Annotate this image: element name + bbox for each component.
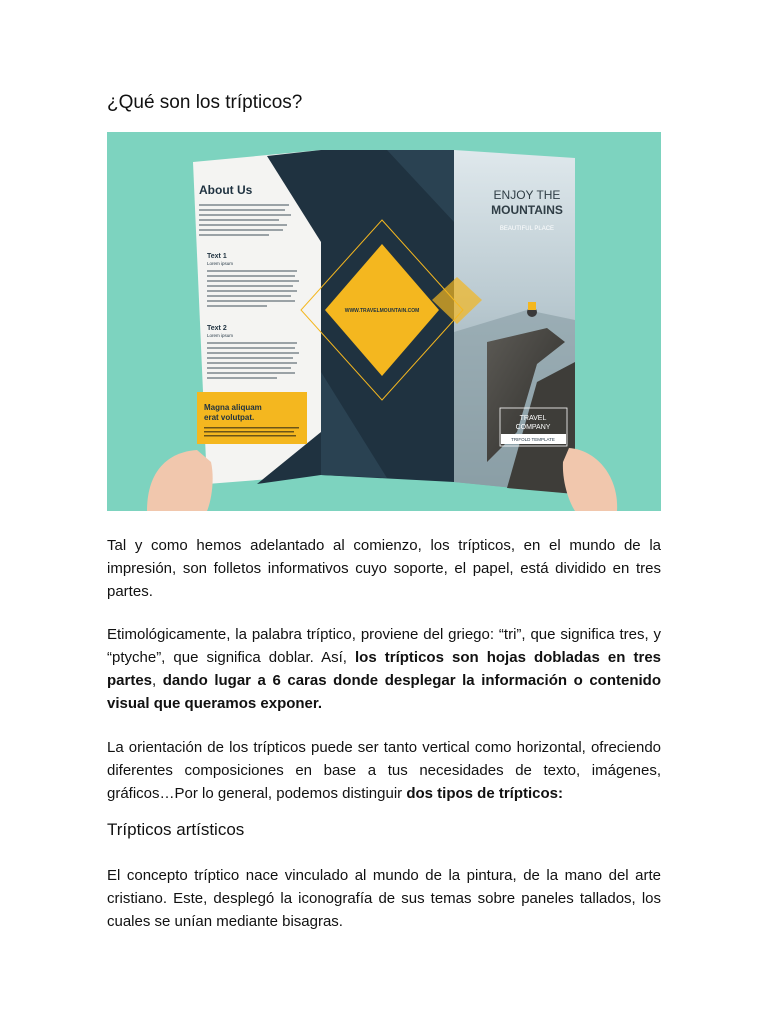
text1-sub: Lorem ipsum: [207, 261, 234, 266]
badge-line1: TRAVEL: [519, 415, 547, 422]
paragraph-2-bold-a: los trípticos son hojas dobladas en tres partes: [107, 649, 661, 689]
paragraph-2: [107, 623, 661, 715]
brochure-illustration: [107, 132, 661, 511]
badge-line2: COMPANY: [515, 424, 551, 431]
cover-sub: BEAUTIFUL PLACE: [499, 226, 555, 232]
badge-line3: TRIFOLD TEMPLATE: [511, 437, 555, 442]
paragraph-2-bold-b: dando lugar a 6 caras donde desplegar la información o contenido visual que queramos exponer.: [107, 672, 661, 712]
cover-line1: ENJOY THE: [493, 188, 561, 202]
paragraph-1-text: Tal y como hemos adelantado al comienzo, los trípticos, en el mundo de la impresión, son folletos informativos cuyo soporte, el papel, está dividido en tres partes.: [107, 537, 661, 600]
paragraph-4-text: El concepto tríptico nace vinculado al mundo de la pintura, de la mano del arte cristiano. Este, desplegó la iconografía de sus temas sobre paneles tallados, los cuales se unían mediante bisagras.: [107, 867, 661, 930]
page-title: ¿Qué son los trípticos?: [107, 92, 303, 113]
brochure-url: WWW.TRAVELMOUNTAIN.COM: [344, 308, 420, 314]
paragraph-3-text: La orientación de los trípticos puede ser tanto vertical como horizontal, ofreciendo diferentes composiciones en base a tus necesidades de texto, imágenes, gráficos…Por lo general, podemos distinguir: [107, 739, 661, 802]
paragraph-2-text-c: ,: [152, 672, 163, 689]
callout-line2: erat volutpat.: [204, 413, 255, 422]
paragraph-4: [107, 864, 661, 933]
paragraph-3-bold: dos tipos de trípticos:: [406, 785, 564, 802]
callout-line1: Magna aliquam: [204, 403, 262, 412]
paragraph-1: [107, 534, 661, 603]
section-heading: Trípticos artísticos: [107, 820, 245, 839]
brochure-photo: [107, 132, 661, 511]
text1-title: Text 1: [207, 253, 227, 260]
cover-line2: MOUNTAINS: [491, 203, 563, 217]
text2-title: Text 2: [207, 325, 227, 332]
paragraph-2-text-a: Etimológicamente, la palabra tríptico, proviene del griego: “tri”, que significa tres, y “ptyche”, que significa doblar. Así,: [107, 626, 661, 666]
text2-sub: Lorem ipsum: [207, 333, 234, 338]
paragraph-3: [107, 736, 661, 805]
about-title: About Us: [199, 183, 253, 197]
